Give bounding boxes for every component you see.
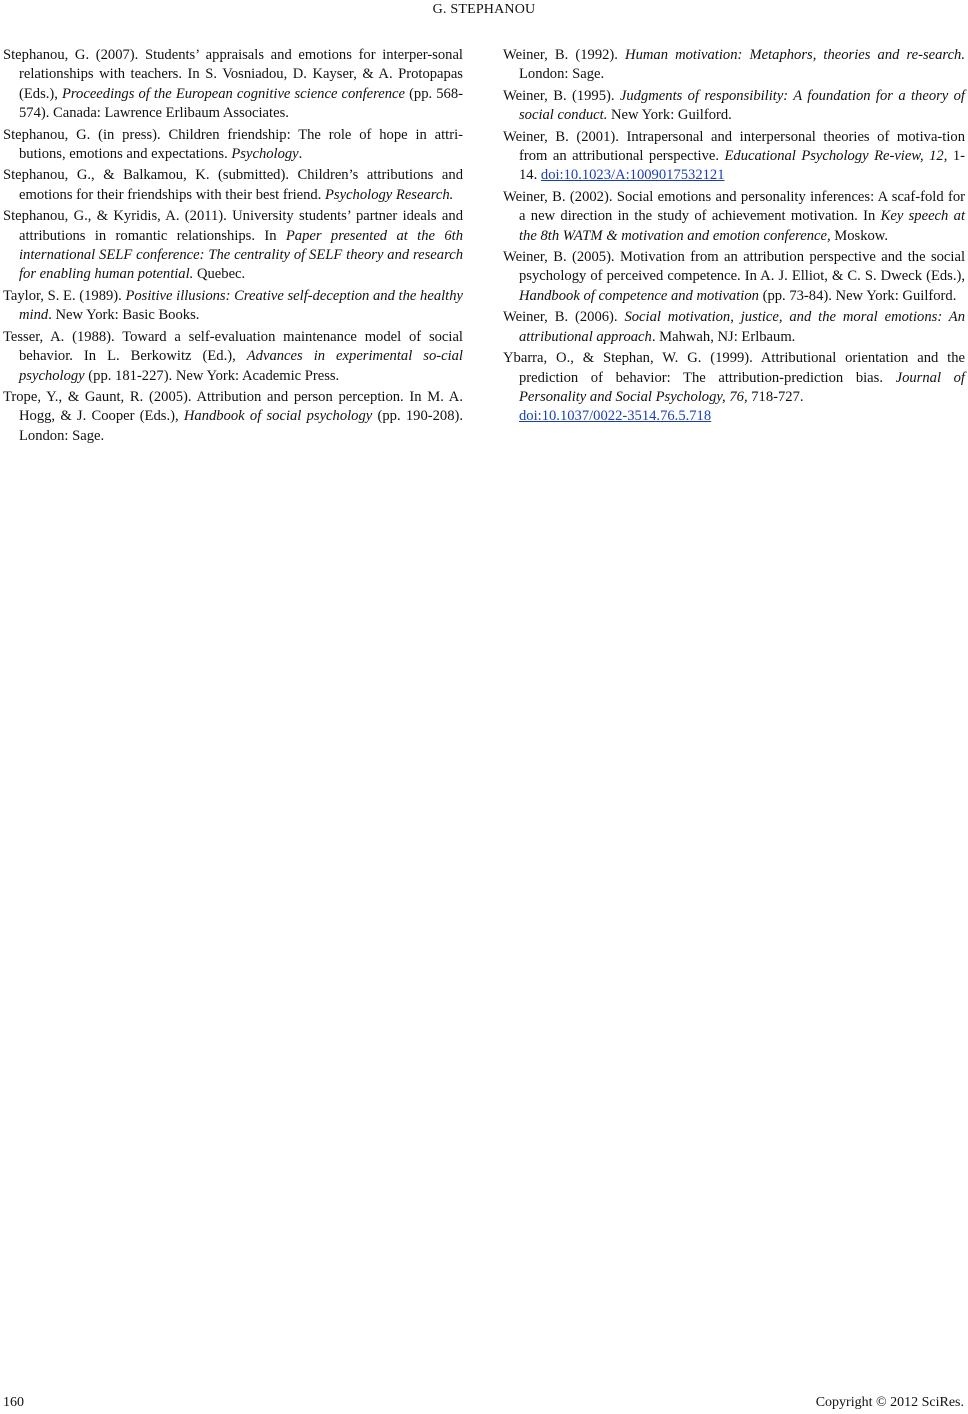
reference-item: Stephanou, G. (2007). Students’ appraisals and emotions for interper-sonal relationships with teachers. In S. Vosniadou, D. Kayser, & A. Protopapas (Eds.), Proceedings of the European cognitive science conference (pp. 568-574). Canada: Lawrence Erlibaum Associates.: [3, 47, 463, 122]
reference-item: Weiner, B. (2005). Motivation from an attribution perspective and the social psychology of perceived competence. In A. J. Elliot, & C. S. Dweck (Eds.), Handbook of competence and motivation (pp. 73-84). New York: Guilford.: [503, 249, 965, 304]
reference-item: Weiner, B. (2001). Intrapersonal and interpersonal theories of motiva-tion from an attributional perspective. Educational Psychology Re-view, 12, 1-14. doi:10.1023/A:1009017532121: [503, 128, 965, 184]
reference-item: Taylor, S. E. (1989). Positive illusions: Creative self-deception and the healthy mind. New York: Basic Books.: [3, 287, 464, 324]
copyright-notice: Copyright © 2012 SciRes.: [815, 1395, 964, 1410]
reference-item: Weiner, B. (1992). Human motivation: Metaphors, theories and re-search. London: Sage.: [503, 47, 965, 83]
page-number: 160: [3, 1395, 24, 1410]
reference-item: Trope, Y., & Gaunt, R. (2005). Attribution and person perception. In M. A. Hogg, & J. Cooper (Eds.), Handbook of social psychology (pp. 190-208). London: Sage.: [3, 388, 464, 444]
reference-item: Weiner, B. (1995). Judgments of responsibility: A foundation for a theory of social conduct. New York: Guilford.: [503, 87, 965, 124]
reference-item: Stephanou, G., & Kyridis, A. (2011). University students’ partner ideals and attributions in romantic relationships. In Paper presented at the 6th international SELF conference: The centrality of SELF theory and research for enabling human potential. Quebec.: [3, 208, 463, 283]
doi-link[interactable]: doi:10.1023/A:1009017532121: [540, 167, 725, 184]
reference-item: Stephanou, G. (in press). Children friendship: The role of hope in attri-butions, emotions and expectations. Psychology.: [3, 126, 463, 163]
left-reference-column: [3, 46, 463, 448]
doi-link[interactable]: doi:10.1037/0022-3514.76.5.718: [519, 408, 712, 425]
running-head: G. STEPHANOU: [432, 2, 536, 17]
reference-item: Stephanou, G., & Balkamou, K. (submitted). Children’s attributions and emotions for their friendships with their best friend. Psychology Research.: [3, 167, 463, 203]
reference-item: Ybarra, O., & Stephan, W. G. (1999). Attributional orientation and the prediction of behavior: The attribution-prediction bias. Journal of Personality and Social Psychology, 76, 718-727. doi:10.1037/0022-3514.76.5.718: [503, 350, 965, 425]
reference-item: Tesser, A. (1988). Toward a self-evaluation maintenance model of social behavior. In L. Berkowitz (Ed.), Advances in experimental so-cial psychology (pp. 181-227). New York: Academic Press.: [3, 328, 463, 384]
reference-item: Weiner, B. (2002). Social emotions and personality inferences: A scaf-fold for a new direction in the study of achievement motivation. In Key speech at the 8th WATM & motivation and emotion conference, Moskow.: [503, 188, 965, 244]
reference-item: Weiner, B. (2006). Social motivation, justice, and the moral emotions: An attributional approach. Mahwah, NJ: Erlbaum.: [503, 309, 966, 345]
right-reference-column: [503, 46, 965, 429]
